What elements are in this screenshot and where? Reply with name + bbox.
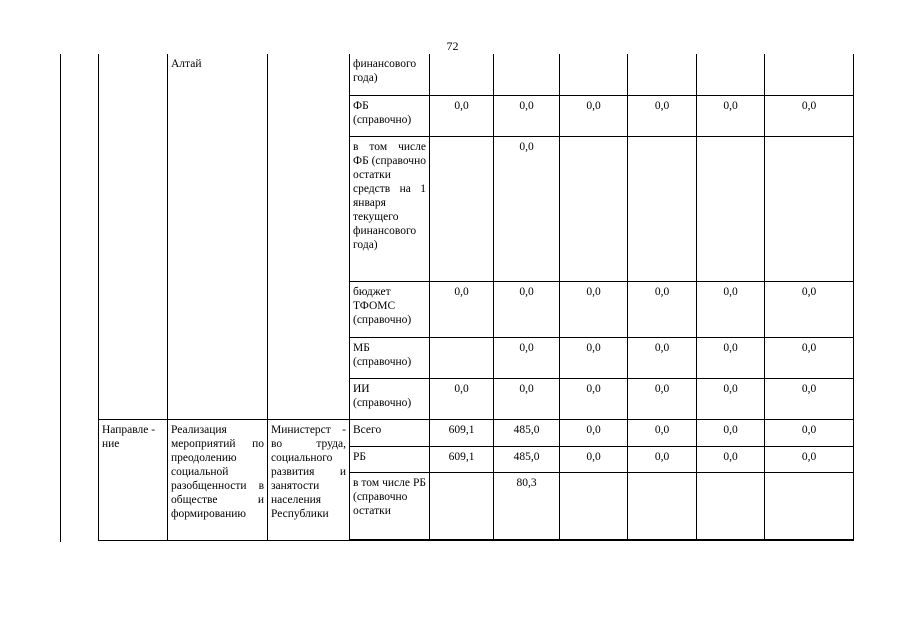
name-cell	[168, 54, 268, 419]
value-cell	[628, 472, 697, 540]
value-cell: 0,0	[765, 446, 854, 472]
value-cell	[765, 472, 854, 540]
executor-cell	[268, 54, 350, 419]
value-cell: 0,0	[494, 378, 560, 419]
value-cell: 0,0	[494, 281, 560, 337]
name-cell: Реализация мероприятий по преодолению социальной разобщенности в обществе и формированию	[168, 419, 268, 540]
type-cell	[99, 54, 168, 419]
value-cell	[430, 54, 494, 95]
value-cell: 609,1	[430, 419, 494, 446]
value-cell: 0,0	[560, 378, 628, 419]
source-cell: в том числе РБ (справочно остатки	[350, 472, 430, 540]
value-cell	[430, 136, 494, 281]
value-cell: 485,0	[494, 419, 560, 446]
source-cell: МБ (справочно)	[350, 337, 430, 378]
value-cell: 0,0	[697, 95, 765, 136]
value-cell: 0,0	[697, 281, 765, 337]
value-cell: 0,0	[765, 95, 854, 136]
value-cell: 0,0	[697, 446, 765, 472]
source-cell: РБ	[350, 446, 430, 472]
value-cell	[765, 136, 854, 281]
type-cell: Направле - ние	[99, 419, 168, 540]
value-cell: 0,0	[560, 446, 628, 472]
value-cell: 0,0	[765, 337, 854, 378]
program-financing-table	[98, 54, 854, 541]
source-cell: финансового года)	[350, 54, 430, 95]
value-cell	[430, 337, 494, 378]
table-row	[99, 419, 854, 446]
region-text: Алтай	[171, 58, 202, 70]
value-cell: 0,0	[697, 337, 765, 378]
value-cell: 609,1	[430, 446, 494, 472]
value-cell: 0,0	[494, 136, 560, 281]
value-cell	[697, 136, 765, 281]
value-cell: 0,0	[628, 281, 697, 337]
value-cell: 0,0	[560, 337, 628, 378]
value-cell: 0,0	[765, 378, 854, 419]
page-number: 72	[446, 39, 459, 53]
value-cell: 0,0	[494, 337, 560, 378]
value-cell	[560, 472, 628, 540]
value-cell: 0,0	[628, 378, 697, 419]
value-cell	[697, 54, 765, 95]
value-cell: 0,0	[560, 95, 628, 136]
value-cell	[494, 54, 560, 95]
value-cell: 0,0	[430, 281, 494, 337]
value-cell	[560, 54, 628, 95]
value-cell: 0,0	[430, 95, 494, 136]
value-cell	[628, 54, 697, 95]
value-cell: 0,0	[560, 419, 628, 446]
value-cell: 0,0	[494, 95, 560, 136]
value-cell	[628, 136, 697, 281]
value-cell: 0,0	[765, 419, 854, 446]
executor-cell: Министерст - во труда, социального развития и занятости населения Республики	[268, 419, 350, 540]
value-cell: 0,0	[560, 281, 628, 337]
source-cell: бюджет ТФОМС (справочно)	[350, 281, 430, 337]
value-cell: 0,0	[628, 95, 697, 136]
value-cell	[697, 472, 765, 540]
value-cell: 0,0	[697, 419, 765, 446]
value-cell: 0,0	[765, 281, 854, 337]
table-row	[99, 54, 854, 95]
value-cell	[765, 54, 854, 95]
value-cell: 485,0	[494, 446, 560, 472]
value-cell	[430, 472, 494, 540]
value-cell: 0,0	[628, 419, 697, 446]
source-cell: ФБ (справочно)	[350, 95, 430, 136]
value-cell: 0,0	[430, 378, 494, 419]
value-cell: 0,0	[697, 378, 765, 419]
source-cell: в том числе ФБ (справочно остатки средств на 1 января текущего финансового года)	[350, 136, 430, 281]
value-cell	[560, 136, 628, 281]
value-cell: 0,0	[628, 337, 697, 378]
source-cell: ИИ (справочно)	[350, 378, 430, 419]
value-cell: 0,0	[628, 446, 697, 472]
left-column-rule	[60, 54, 61, 542]
source-cell: Всего	[350, 419, 430, 446]
value-cell: 80,3	[494, 472, 560, 540]
